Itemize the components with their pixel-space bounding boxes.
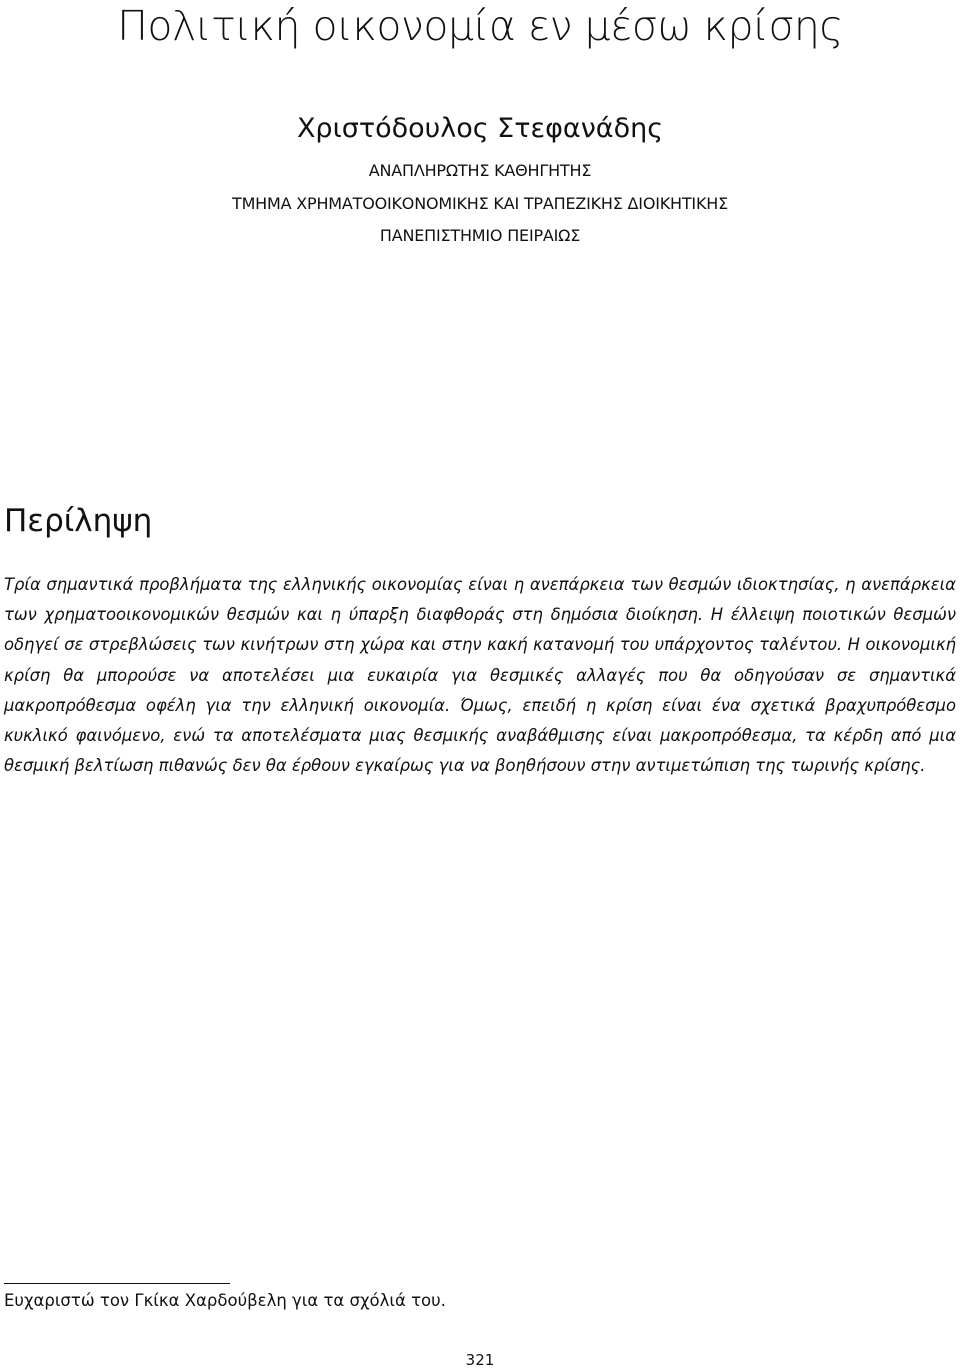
article-title: Πολιτική οικονομία εν μέσω κρίσης bbox=[117, 2, 843, 50]
author-position: ΑΝΑΠΛΗΡΩΤΗΣ ΚΑΘΗΓΗΤΗΣ bbox=[368, 161, 592, 180]
abstract-heading: Περίληψη bbox=[4, 503, 153, 539]
abstract-text: Τρία σημαντικά προβλήματα της ελληνικής οικονομίας είναι η ανεπάρκεια των θεσμών ιδιοκτησίας, η ανεπάρκεια των χρηματοοικονομικών θεσμών και η ύπαρξη διαφθοράς στη δημόσια διοίκηση. Η έλλειψη ποιοτικών θεσμών οδηγεί σε στρεβλώσεις των κινήτρων στη χώρα και στην κακή κατανομή του υπάρχοντος ταλέντου. Η οικονομική κρίση θα μπορούσε να αποτελέσει μια ευκαιρία για θεσμικές αλλαγές που θα οδηγούσαν σε σημαντικά μακροπρόθεσμα οφέλη για την ελληνική οικονομία. Όμως, επειδή η κρίση είναι ένα σχετικά βραχυπρόθεσμο κυκλικό φαινόμενο, ενώ τα αποτελέσματα μιας θεσμικής αναβάθμισης είναι μακροπρόθεσμα, τα κέρδη από μια θεσμική βελτίωση πιθανώς δεν θα έρθουν εγκαίρως για να βοηθήσουν στην αντιμετώπιση της τωρινής κρίσης. bbox=[4, 575, 956, 776]
footnote-text: Ευχαριστώ τον Γκίκα Χαρδούβελη για τα σχόλιά του. bbox=[4, 1291, 446, 1310]
author-name: Χριστόδουλος Στεφανάδης bbox=[296, 113, 664, 144]
page-number: 321 bbox=[465, 1351, 495, 1369]
footnote-divider bbox=[4, 1283, 230, 1284]
author-department: ΤΜΗΜΑ ΧΡΗΜΑΤΟΟΙΚΟΝΟΜΙΚΗΣ ΚΑΙ ΤΡΑΠΕΖΙΚΗΣ ΔΙΟΙΚΗΤΙΚΗΣ bbox=[232, 194, 728, 213]
author-university: ΠΑΝΕΠΙΣΤΗΜΙΟ ΠΕΙΡΑΙΩΣ bbox=[379, 226, 581, 245]
